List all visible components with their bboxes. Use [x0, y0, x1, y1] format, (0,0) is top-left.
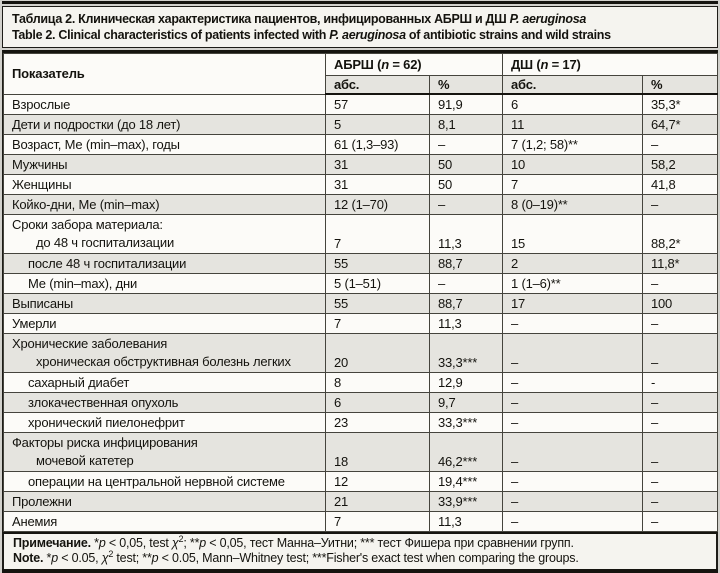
- cell-pct-dsh: –: [643, 134, 718, 154]
- cell-abs-abrsh: 23: [326, 412, 430, 432]
- row-label: [4, 432, 326, 471]
- cell-pct-abrsh: 11,3: [430, 511, 503, 531]
- table-footnotes: [3, 532, 717, 569]
- table-row: [4, 194, 718, 214]
- clinical-characteristics-table: [2, 50, 718, 569]
- cell-abs-dsh: 11: [503, 114, 643, 134]
- cell-pct-abrsh: –: [430, 194, 503, 214]
- column-header-pct-dsh: %: [643, 76, 718, 95]
- bottom-rule: [2, 569, 718, 573]
- cell-pct-dsh: –: [643, 432, 718, 471]
- data-table: [3, 53, 718, 532]
- row-label: Взрослые: [4, 94, 326, 114]
- cell-abs-abrsh: 12: [326, 471, 430, 491]
- header-group-row: [4, 54, 718, 76]
- row-label: [4, 333, 326, 372]
- table-row: [4, 154, 718, 174]
- cell-pct-dsh: 58,2: [643, 154, 718, 174]
- cell-pct-dsh: –: [643, 313, 718, 333]
- row-label: сахарный диабет: [4, 372, 326, 392]
- cell-pct-abrsh: 50: [430, 174, 503, 194]
- cell-abs-dsh: 15: [503, 214, 643, 253]
- cell-abs-dsh: 8 (0–19)**: [503, 194, 643, 214]
- cell-pct-abrsh: 19,4***: [430, 471, 503, 491]
- cell-pct-dsh: –: [643, 273, 718, 293]
- table-row: [4, 114, 718, 134]
- cell-abs-dsh: 7: [503, 174, 643, 194]
- row-label: [4, 214, 326, 253]
- table-row: [4, 432, 718, 471]
- cell-abs-dsh: 7 (1,2; 58)**: [503, 134, 643, 154]
- cell-abs-abrsh: 31: [326, 174, 430, 194]
- cell-pct-abrsh: 88,7: [430, 293, 503, 313]
- cell-abs-abrsh: 12 (1–70): [326, 194, 430, 214]
- table-row: [4, 412, 718, 432]
- cell-pct-dsh: 11,8*: [643, 253, 718, 273]
- column-header-indicator: Показатель: [4, 54, 326, 95]
- cell-pct-abrsh: 11,3: [430, 214, 503, 253]
- cell-abs-dsh: 1 (1–6)**: [503, 273, 643, 293]
- cell-abs-dsh: –: [503, 333, 643, 372]
- cell-pct-abrsh: –: [430, 134, 503, 154]
- row-section-label: Хронические заболевания: [12, 335, 168, 351]
- cell-pct-dsh: –: [643, 511, 718, 531]
- row-label: злокачественная опухоль: [4, 392, 326, 412]
- table-title-en: Table 2. Clinical characteristics of patients infected with P. aeruginosa of antibiotic strains and wild strains: [12, 28, 611, 42]
- table-row: [4, 94, 718, 114]
- table-row: [4, 134, 718, 154]
- cell-pct-abrsh: 88,7: [430, 253, 503, 273]
- row-sub-label: мочевой катетер: [36, 452, 134, 468]
- row-label: Умерли: [4, 313, 326, 333]
- cell-abs-abrsh: 55: [326, 293, 430, 313]
- cell-pct-abrsh: 9,7: [430, 392, 503, 412]
- footnote-en: Note. *p < 0.05, $\chi^2$ test; **p < 0.05, Mann–Whitney test; ***Fisher's exact test when comparing the groups.: [13, 548, 579, 565]
- cell-abs-abrsh: 61 (1,3–93): [326, 134, 430, 154]
- cell-pct-dsh: -: [643, 372, 718, 392]
- cell-pct-abrsh: 11,3: [430, 313, 503, 333]
- cell-abs-dsh: –: [503, 412, 643, 432]
- row-label: Пролежни: [4, 491, 326, 511]
- row-label: операции на центральной нервной системе: [4, 471, 326, 491]
- column-group-dsh: ДШ (n = 17): [503, 54, 718, 76]
- cell-abs-dsh: –: [503, 511, 643, 531]
- cell-pct-dsh: 88,2*: [643, 214, 718, 253]
- table-title: [2, 6, 718, 48]
- cell-pct-abrsh: 91,9: [430, 94, 503, 114]
- cell-pct-dsh: 64,7*: [643, 114, 718, 134]
- row-section-label: Факторы риска инфицирования: [12, 434, 198, 450]
- cell-abs-abrsh: 57: [326, 94, 430, 114]
- cell-abs-dsh: –: [503, 471, 643, 491]
- cell-abs-abrsh: 31: [326, 154, 430, 174]
- cell-abs-abrsh: 7: [326, 214, 430, 253]
- cell-abs-abrsh: 5 (1–51): [326, 273, 430, 293]
- table-row: [4, 491, 718, 511]
- cell-abs-abrsh: 21: [326, 491, 430, 511]
- cell-pct-dsh: –: [643, 412, 718, 432]
- cell-abs-abrsh: 20: [326, 333, 430, 372]
- column-header-abs-dsh: абс.: [503, 76, 643, 95]
- cell-pct-abrsh: 33,3***: [430, 412, 503, 432]
- cell-abs-abrsh: 7: [326, 511, 430, 531]
- row-label: после 48 ч госпитализации: [4, 253, 326, 273]
- cell-pct-dsh: –: [643, 491, 718, 511]
- row-label: Ме (min–max), дни: [4, 273, 326, 293]
- cell-abs-dsh: –: [503, 372, 643, 392]
- table-row: [4, 273, 718, 293]
- row-label: Женщины: [4, 174, 326, 194]
- row-label: Анемия: [4, 511, 326, 531]
- row-label: Койко-дни, Ме (min–max): [4, 194, 326, 214]
- cell-pct-abrsh: –: [430, 273, 503, 293]
- row-label: Дети и подростки (до 18 лет): [4, 114, 326, 134]
- cell-abs-dsh: –: [503, 392, 643, 412]
- cell-abs-dsh: 6: [503, 94, 643, 114]
- cell-abs-dsh: 2: [503, 253, 643, 273]
- table-row: [4, 293, 718, 313]
- row-label: хронический пиелонефрит: [4, 412, 326, 432]
- table-row: [4, 392, 718, 412]
- table-row: [4, 253, 718, 273]
- top-rule: [2, 1, 718, 4]
- cell-abs-abrsh: 55: [326, 253, 430, 273]
- cell-abs-dsh: –: [503, 432, 643, 471]
- table-row: [4, 471, 718, 491]
- cell-pct-dsh: –: [643, 392, 718, 412]
- cell-abs-abrsh: 6: [326, 392, 430, 412]
- row-label: Возраст, Ме (min–max), годы: [4, 134, 326, 154]
- cell-abs-abrsh: 18: [326, 432, 430, 471]
- row-label: Выписаны: [4, 293, 326, 313]
- cell-pct-dsh: –: [643, 471, 718, 491]
- cell-abs-abrsh: 8: [326, 372, 430, 392]
- cell-pct-abrsh: 46,2***: [430, 432, 503, 471]
- cell-abs-dsh: 10: [503, 154, 643, 174]
- table-row: [4, 214, 718, 253]
- row-sub-label: до 48 ч госпитализации: [36, 234, 175, 250]
- column-header-abs-abrsh: абс.: [326, 76, 430, 95]
- row-label: Мужчины: [4, 154, 326, 174]
- cell-pct-dsh: 35,3*: [643, 94, 718, 114]
- cell-pct-dsh: 100: [643, 293, 718, 313]
- column-header-pct-abrsh: %: [430, 76, 503, 95]
- row-section-label: Сроки забора материала:: [12, 216, 163, 232]
- table-row: [4, 333, 718, 372]
- cell-pct-dsh: –: [643, 194, 718, 214]
- cell-abs-abrsh: 7: [326, 313, 430, 333]
- cell-pct-abrsh: 8,1: [430, 114, 503, 134]
- cell-pct-abrsh: 50: [430, 154, 503, 174]
- cell-abs-abrsh: 5: [326, 114, 430, 134]
- table-title-ru: Таблица 2. Клиническая характеристика пациентов, инфицированных АБРШ и ДШ P. aeruginosa: [12, 12, 587, 26]
- cell-abs-dsh: 17: [503, 293, 643, 313]
- table-row: [4, 511, 718, 531]
- cell-abs-dsh: –: [503, 313, 643, 333]
- table-row: [4, 313, 718, 333]
- table-row: [4, 372, 718, 392]
- cell-pct-abrsh: 33,3***: [430, 333, 503, 372]
- cell-pct-abrsh: 33,9***: [430, 491, 503, 511]
- cell-pct-dsh: –: [643, 333, 718, 372]
- row-sub-label: хроническая обструктивная болезнь легких: [36, 353, 291, 369]
- table-row: [4, 174, 718, 194]
- footnote-ru: Примечание. *p < 0,05, test $\chi^2$; **p < 0,05, тест Манна–Уитни; *** тест Фишера при сравнении групп.: [13, 533, 574, 550]
- column-group-abrsh: АБРШ (n = 62): [326, 54, 503, 76]
- cell-pct-abrsh: 12,9: [430, 372, 503, 392]
- cell-abs-dsh: –: [503, 491, 643, 511]
- cell-pct-dsh: 41,8: [643, 174, 718, 194]
